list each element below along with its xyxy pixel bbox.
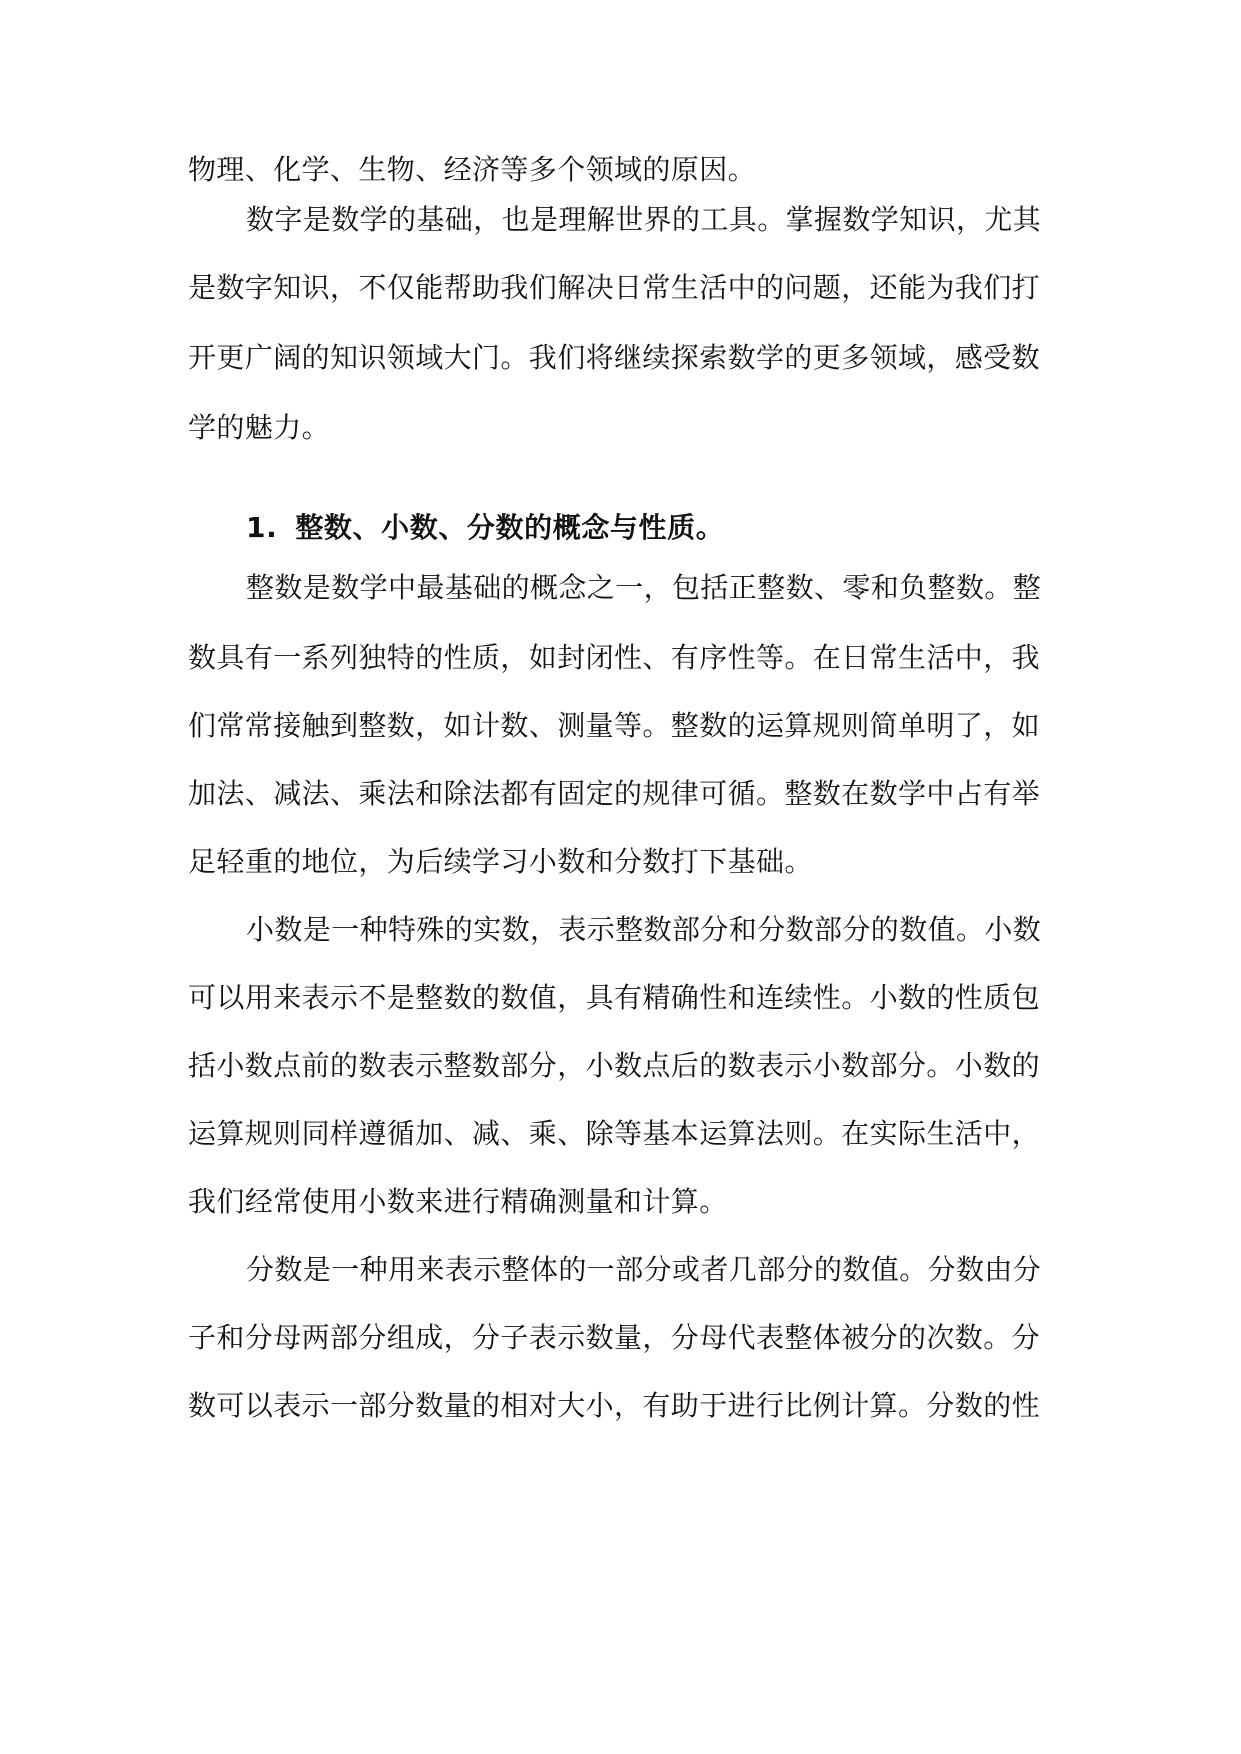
text-line: 可以用来表示不是整数的数值，具有精确性和连续性。小数的性质包	[188, 981, 1041, 1014]
text-line: 是数字知识，不仅能帮助我们解决日常生活中的问题，还能为我们打	[188, 271, 1041, 304]
text-line: 足轻重的地位，为后续学习小数和分数打下基础。	[188, 845, 813, 878]
text-line: 小数是一种特殊的实数，表示整数部分和分数部分的数值。小数	[246, 913, 1042, 946]
heading-text: 整数、小数、分数的概念与性质。	[295, 511, 725, 544]
text-line: 们常常接触到整数，如计数、测量等。整数的运算规则简单明了，如	[188, 709, 1041, 742]
text-line: 运算规则同样遵循加、减、乘、除等基本运算法则。在实际生活中，	[188, 1117, 1041, 1150]
section-heading	[246, 508, 1058, 548]
text-line: 子和分母两部分组成，分子表示数量，分母代表整体被分的次数。分	[188, 1321, 1041, 1354]
heading-number: 1.	[246, 511, 278, 544]
text-line: 整数是数学中最基础的概念之一，包括正整数、零和负整数。整	[246, 571, 1042, 604]
text-line: 数可以表示一部分数量的相对大小，有助于进行比例计算。分数的性	[188, 1389, 1041, 1422]
text-line: 分数是一种用来表示整体的一部分或者几部分的数值。分数由分	[246, 1253, 1042, 1286]
text-line: 开更广阔的知识领域大门。我们将继续探索数学的更多领域，感受数	[188, 341, 1041, 374]
text-line: 数具有一系列独特的性质，如封闭性、有序性等。在日常生活中，我	[188, 641, 1041, 674]
text-line: 加法、减法、乘法和除法都有固定的规律可循。整数在数学中占有举	[188, 777, 1041, 810]
text-line: 我们经常使用小数来进行精确测量和计算。	[188, 1185, 728, 1218]
text-line: 物理、化学、生物、经济等多个领域的原因。	[188, 153, 757, 186]
text-line: 学的魅力。	[188, 411, 331, 444]
text-line: 括小数点前的数表示整数部分，小数点后的数表示小数部分。小数的	[188, 1049, 1041, 1082]
text-line: 数字是数学的基础，也是理解世界的工具。掌握数学知识，尤其	[246, 203, 1042, 236]
